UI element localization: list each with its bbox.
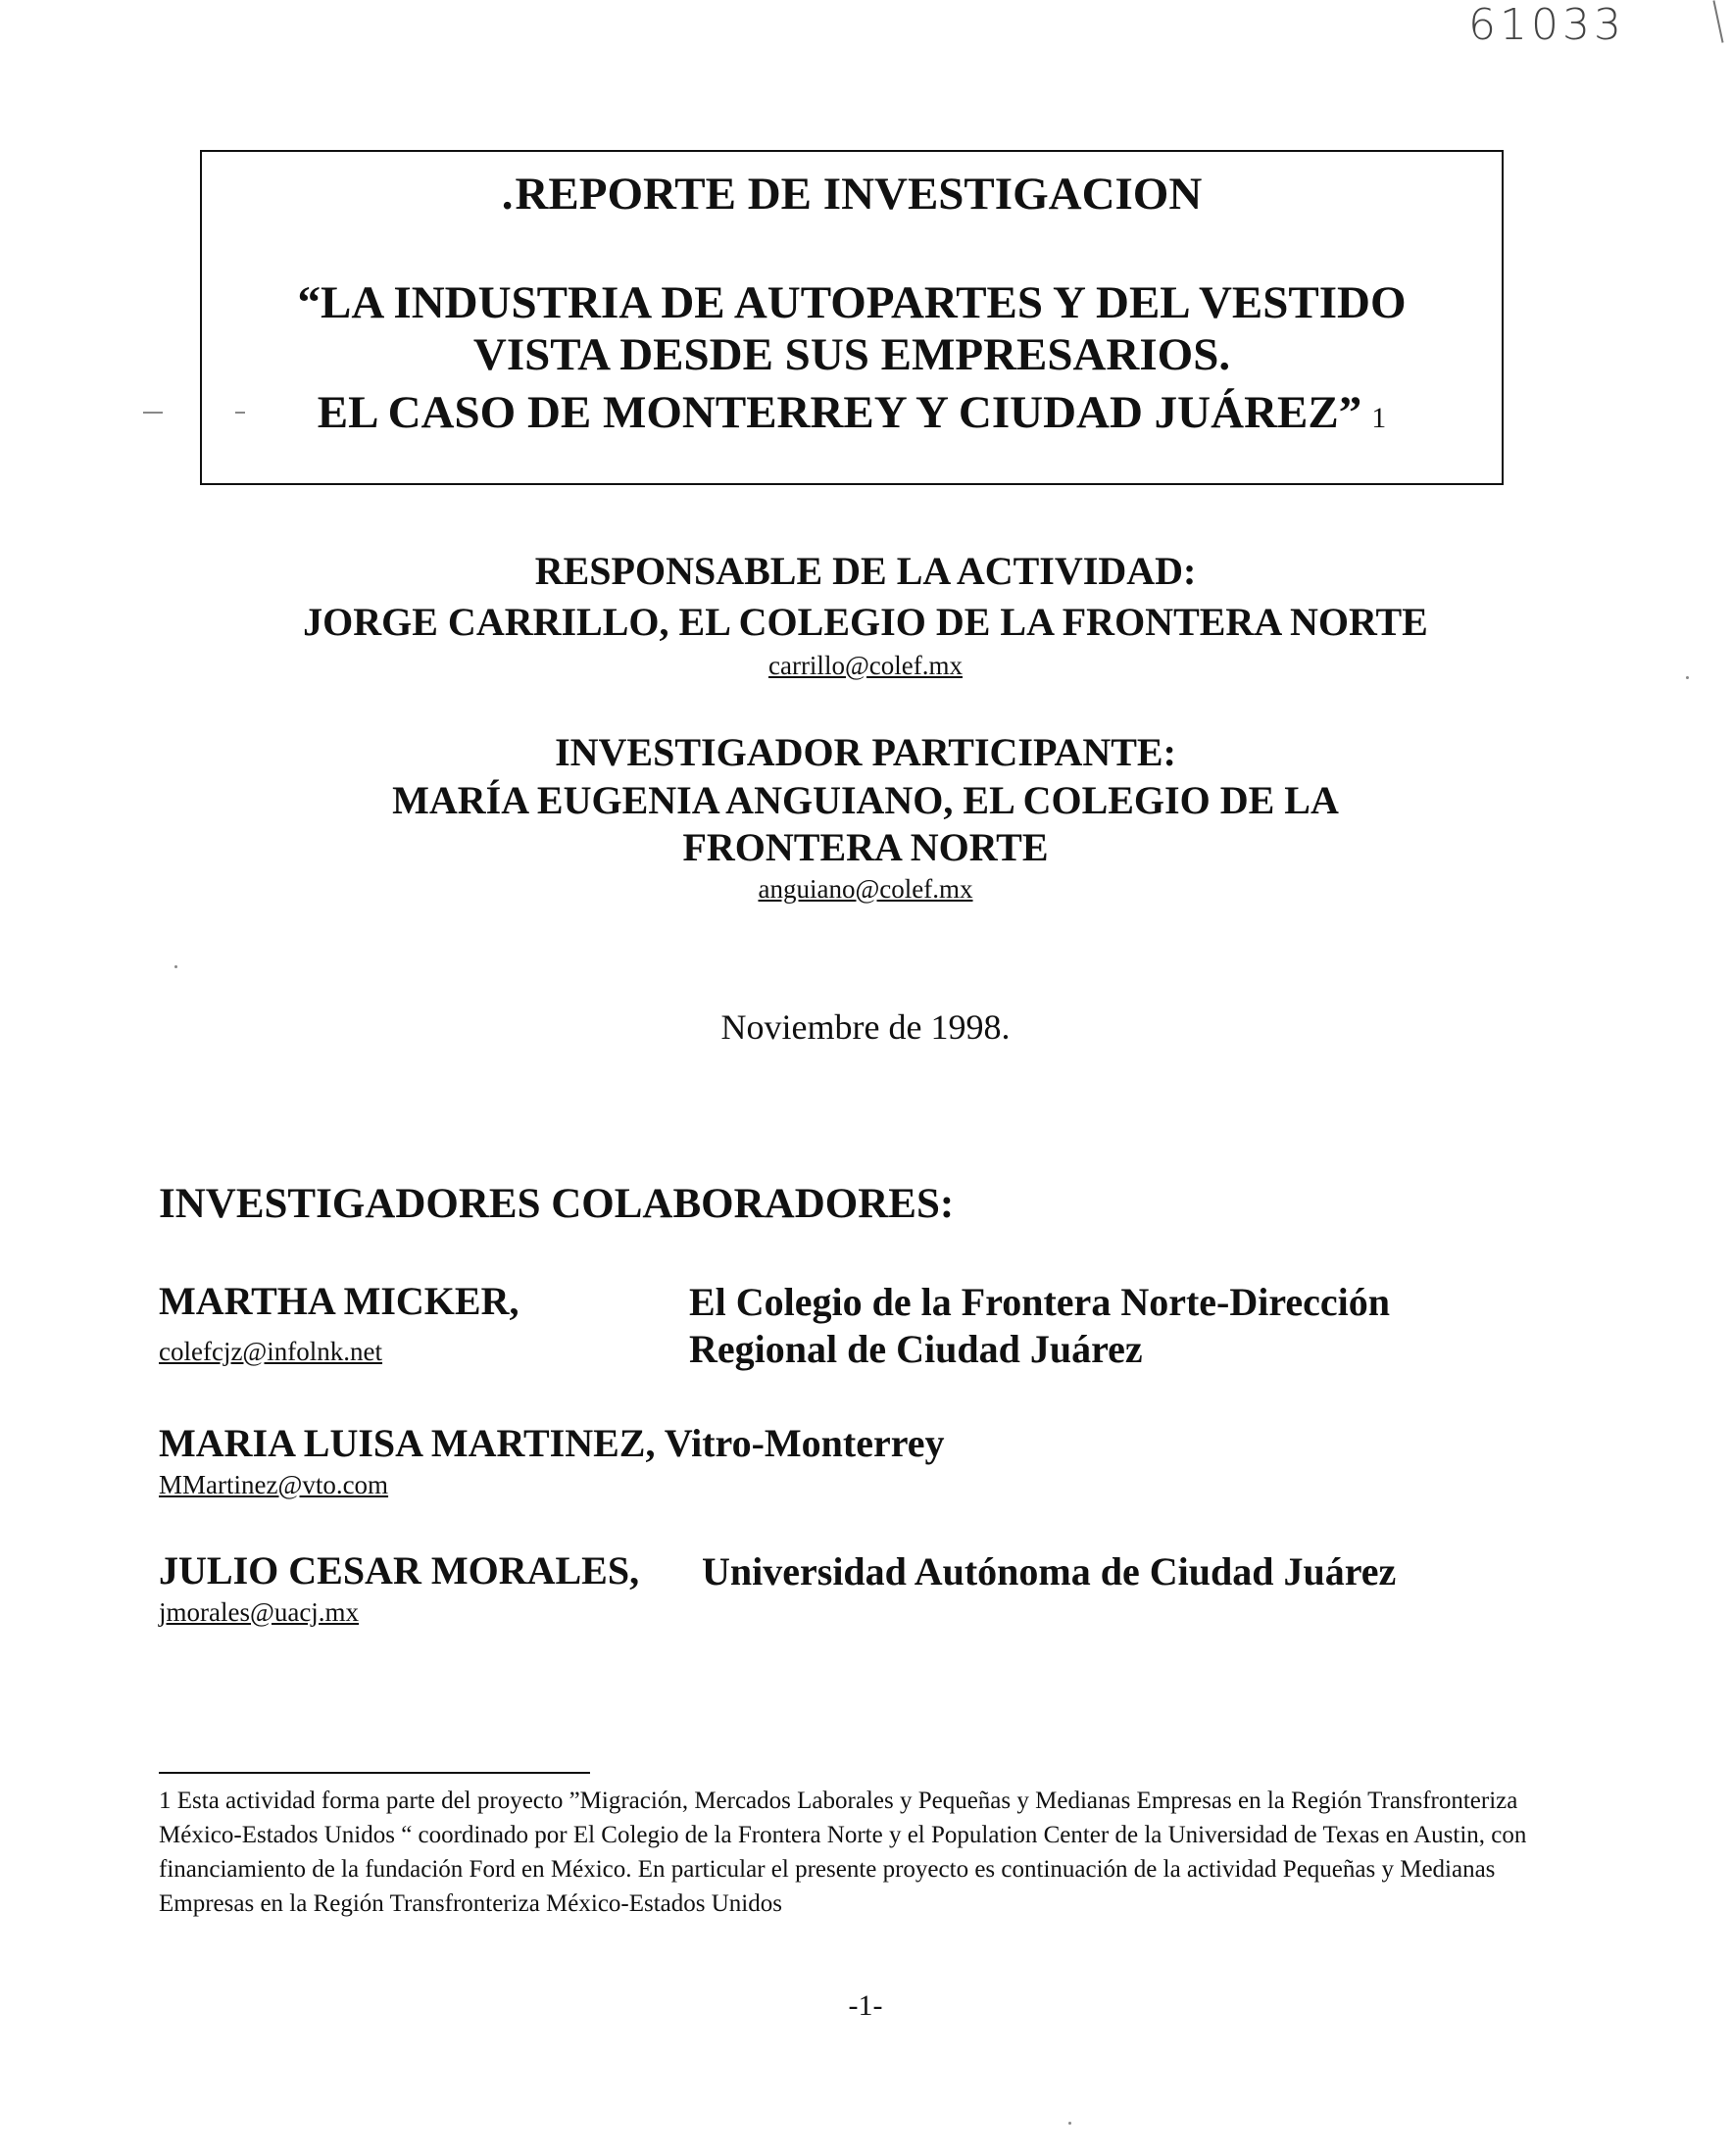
responsible-name: JORGE CARRILLO, EL COLEGIO DE LA FRONTERA NORTE bbox=[303, 600, 1428, 644]
footnote-reference: 1 bbox=[1371, 402, 1387, 434]
collaborator-institution: Regional de Ciudad Juárez bbox=[689, 1327, 1143, 1371]
responsible-heading: RESPONSABLE DE LA ACTIVIDAD: bbox=[534, 549, 1197, 593]
scan-speck bbox=[1068, 2122, 1071, 2125]
footnote-text: 1 Esta actividad forma parte del proyecto ”Migración, Mercados Laborales y Pequeñas y Medianas Empresas en la Región Transfronteriza México-Estados Unidos “ coordinado por El Colegio de la Frontera Norte y el Population Center de la Universidad de Texas en Austin, con financiamiento de la fundación Ford en México. En particular el presente proyecto es continuación de la actividad Pequeñas y Medianas Empresas en la Región Transfronteriza México-Estados Unidos bbox=[159, 1788, 1527, 1917]
responsible-email: carrillo@colef.mx bbox=[767, 651, 964, 680]
report-type-text: REPORTE DE INVESTIGACION bbox=[515, 169, 1203, 220]
report-type-title bbox=[200, 169, 1504, 220]
participant-name-line-2: FRONTERA NORTE bbox=[682, 825, 1049, 869]
report-title-line-2: VISTA DESDE SUS EMPRESARIOS. bbox=[472, 329, 1231, 380]
collaborator-email: colefcjz@infolnk.net bbox=[159, 1337, 383, 1366]
handwritten-archive-number: 61033 bbox=[1468, 0, 1625, 50]
report-title-line-3 bbox=[200, 387, 1504, 444]
page-number: -1- bbox=[848, 1989, 883, 2022]
collaborators-heading: INVESTIGADORES COLABORADORES: bbox=[159, 1181, 955, 1227]
stray-dash bbox=[143, 412, 163, 414]
collaborator-name: MARTHA MICKER, bbox=[159, 1279, 519, 1323]
collaborator-institution: Universidad Autónoma de Ciudad Juárez bbox=[702, 1549, 1397, 1593]
participant-name-line-1: MARÍA EUGENIA ANGUIANO, EL COLEGIO DE LA bbox=[392, 778, 1339, 822]
scan-corner-mark bbox=[1712, 0, 1723, 42]
collaborator-name: MARIA LUISA MARTINEZ, Vitro-Monterrey bbox=[159, 1421, 945, 1465]
scan-speck bbox=[174, 965, 177, 968]
collaborator-email: jmorales@uacj.mx bbox=[159, 1597, 360, 1627]
scan-speck bbox=[1686, 676, 1689, 679]
collaborator-name: JULIO CESAR MORALES, bbox=[159, 1548, 640, 1592]
report-date: Noviembre de 1998. bbox=[720, 1007, 1011, 1047]
footnote-rule bbox=[159, 1772, 590, 1774]
participant-heading: INVESTIGADOR PARTICIPANTE: bbox=[555, 730, 1176, 774]
report-title-line-1: “LA INDUSTRIA DE AUTOPARTES Y DEL VESTIDO bbox=[297, 277, 1407, 328]
report-title-line-3-text: EL CASO DE MONTERREY Y CIUDAD JUÁREZ” bbox=[317, 387, 1362, 438]
participant-email: anguiano@colef.mx bbox=[758, 874, 973, 904]
title-lead-dot: . bbox=[501, 169, 514, 220]
collaborator-institution: El Colegio de la Frontera Norte-Dirección bbox=[689, 1280, 1390, 1324]
collaborator-email: MMartinez@vto.com bbox=[159, 1470, 389, 1499]
